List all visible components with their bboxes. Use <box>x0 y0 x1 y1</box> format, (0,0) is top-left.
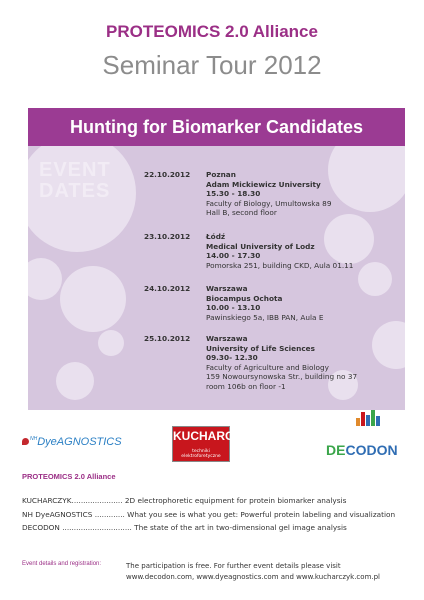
drop-icon <box>22 438 29 445</box>
decor-bubble <box>328 146 405 212</box>
event-dates-line: DATES <box>39 180 111 202</box>
event-venue: Medical University of Lodz <box>206 241 315 251</box>
event-venue: Biocampus Ochota <box>206 293 283 303</box>
decor-bubble <box>98 330 124 356</box>
event-time: 10.00 - 13.10 <box>206 303 261 313</box>
registration-line: The participation is free. For further event details please visit <box>126 562 341 570</box>
decor-bubble <box>56 362 94 400</box>
dyeagnostics-logo <box>22 436 122 448</box>
event-time: 09.30- 12.30 <box>206 353 258 363</box>
event-dates-line: EVENT <box>39 159 111 181</box>
registration-links: www.decodon.com, www.dyeagnostics.com and www.kucharczyk.com.pl <box>126 572 380 581</box>
event-details <box>206 284 323 322</box>
event-date: 25.10.2012 <box>144 334 191 343</box>
decodon-codon: CODON <box>345 442 398 458</box>
seminar-tour-title: Seminar Tour 2012 <box>102 50 322 80</box>
event-address: Faculty of Biology, Umultowska 89 <box>206 198 332 208</box>
alliance-label: PROTEOMICS 2.0 Alliance <box>22 472 116 481</box>
banner-title: Hunting for Biomarker Candidates <box>69 116 364 137</box>
event-dates-label <box>39 160 111 202</box>
decor-bubble <box>372 321 405 369</box>
event-city: Łódź <box>206 232 226 241</box>
decor-bubble <box>60 266 126 332</box>
member-row: KUCHARCZYK...................... 2D electrophoretic equipment for protein biomarker analysis <box>22 496 347 505</box>
event-room: room 106b on floor -1 <box>206 381 286 391</box>
sponsor-logos <box>0 418 424 466</box>
kucharczyk-logo <box>172 426 258 462</box>
decodon-logo <box>326 426 406 460</box>
event-address: Pawinskiego 5a, IBB PAN, Aula E <box>206 312 324 322</box>
event-dates-panel <box>28 146 405 410</box>
event-city: Warszawa <box>206 334 248 343</box>
registration-label: Event details and registration: <box>22 561 102 567</box>
registration-note <box>126 561 380 582</box>
event-date: 24.10.2012 <box>144 284 191 293</box>
kucharczyk-tagline: techniki elektroforetyczne <box>181 449 221 459</box>
event-banner <box>28 108 405 146</box>
event-date: 23.10.2012 <box>144 232 191 241</box>
event-city: Poznan <box>206 170 236 179</box>
event-city: Warszawa <box>206 284 248 293</box>
kucharczyk-name: KUCHARCZYK <box>173 429 258 443</box>
alliance-title: PROTEOMICS 2.0 Alliance <box>106 22 318 41</box>
decor-bubble <box>28 258 62 300</box>
dye-prefix: NH <box>30 436 38 442</box>
event-venue: University of Life Sciences <box>206 343 315 353</box>
decodon-de: DE <box>326 442 346 458</box>
event-time: 15.30 - 18.30 <box>206 189 261 199</box>
decor-bubble <box>358 262 392 296</box>
event-details <box>206 334 357 392</box>
event-room: Hall B, second floor <box>206 208 277 218</box>
event-time: 14.00 - 17.30 <box>206 251 261 261</box>
event-details <box>206 170 331 218</box>
member-row: NH DyeAGNOSTICS ............. What you see is what you get: Powerful protein labeling and visualization <box>22 509 396 519</box>
event-address: Pomorska 251, building CKD, Aula 01.11 <box>206 260 354 270</box>
event-venue: Adam Mickiewicz University <box>206 179 321 189</box>
event-address: Faculty of Agriculture and Biology <box>206 362 329 372</box>
member-list <box>22 494 395 535</box>
member-row: DECODON .............................. The state of the art in two-dimensional gel image analysis <box>22 523 347 532</box>
event-details <box>206 232 353 270</box>
event-date: 22.10.2012 <box>144 170 191 179</box>
event-address: 159 Nowoursynowska Str., building no 37 <box>206 372 358 382</box>
decodon-name <box>326 442 398 458</box>
dye-name: DyeAGNOSTICS <box>37 436 122 448</box>
